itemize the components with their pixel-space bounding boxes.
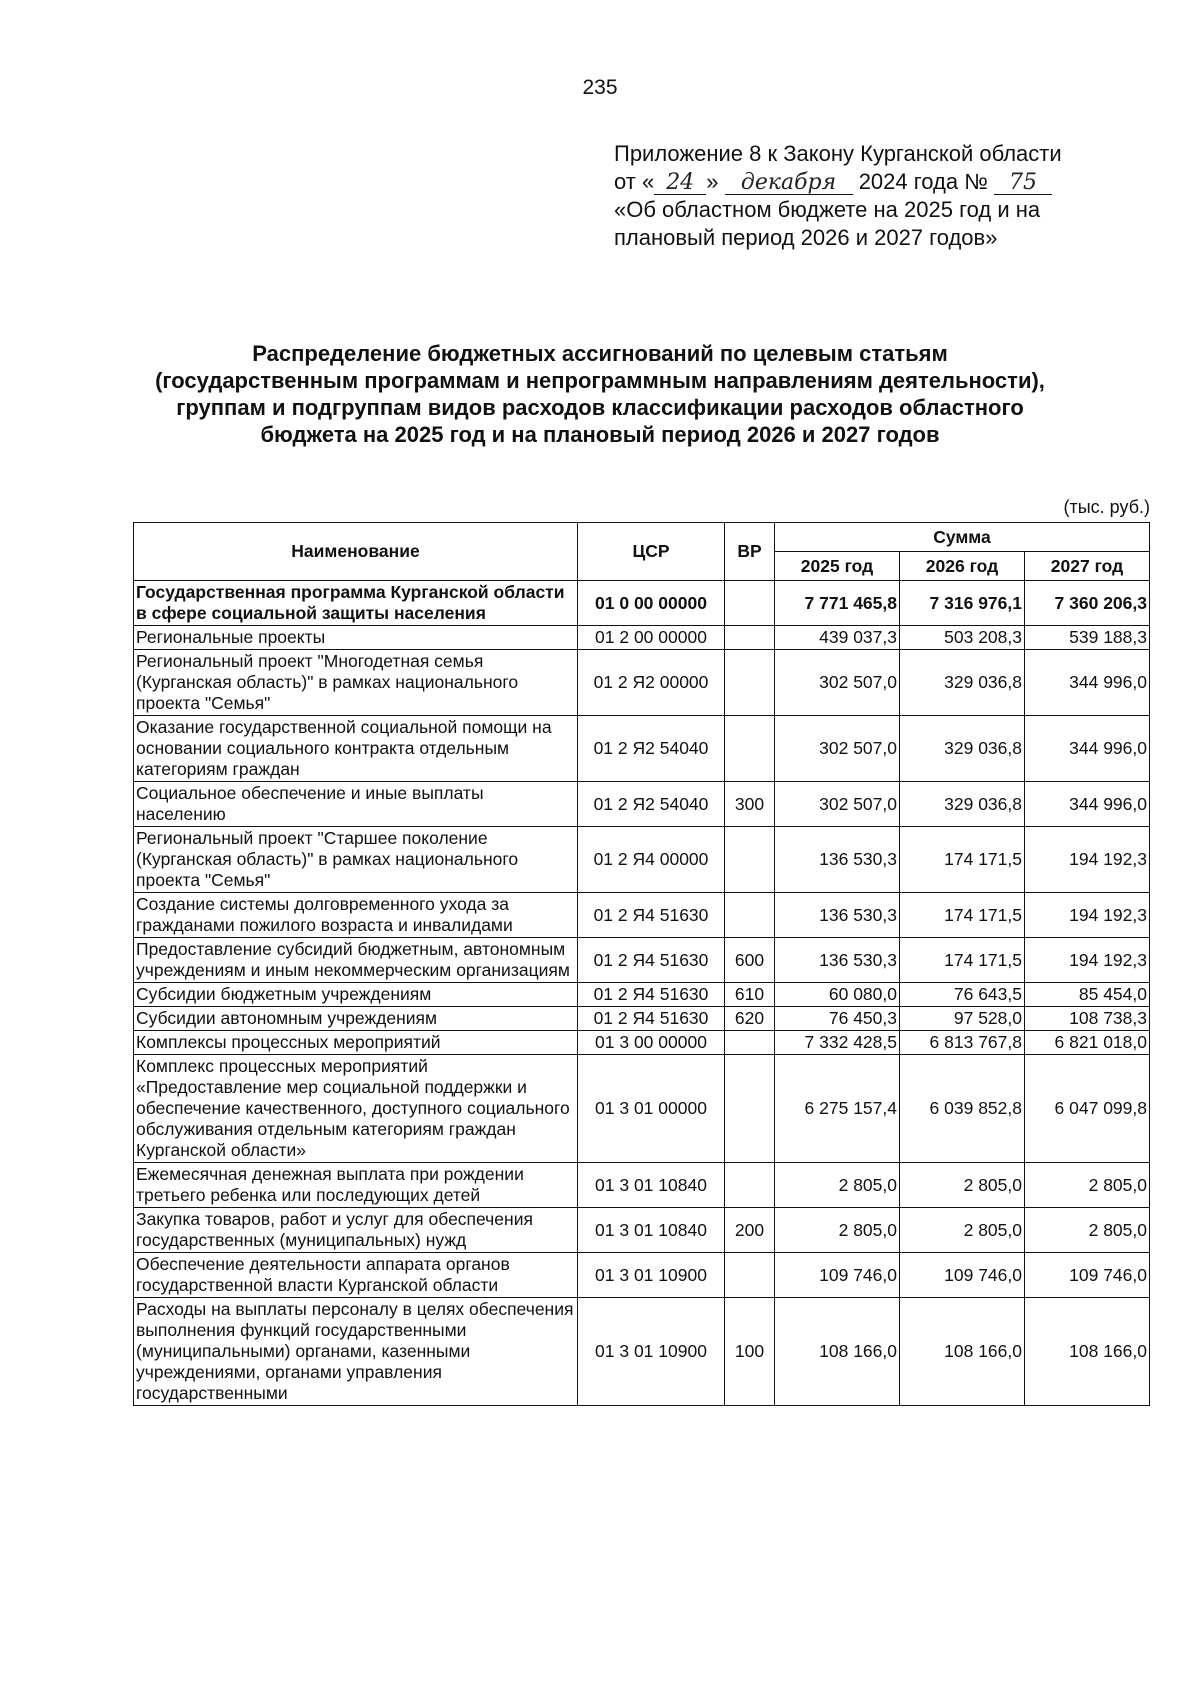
csr-cell: 01 2 Я4 51630 bbox=[578, 983, 725, 1007]
sum-2027-cell: 194 192,3 bbox=[1025, 938, 1150, 983]
sum-2027-cell: 344 996,0 bbox=[1025, 716, 1150, 782]
table-row bbox=[134, 716, 1150, 782]
appendix-line-3: «Об областном бюджете на 2025 год и на bbox=[614, 197, 1041, 222]
sum-2027-cell: 539 188,3 bbox=[1025, 626, 1150, 650]
appendix-quote-close: » bbox=[706, 169, 719, 194]
table-row bbox=[134, 983, 1150, 1007]
sum-2026-cell: 174 171,5 bbox=[900, 827, 1025, 893]
table-row bbox=[134, 1298, 1150, 1406]
units-label: (тыс. руб.) bbox=[1063, 497, 1150, 517]
name-cell: Региональные проекты bbox=[134, 626, 578, 650]
sum-2026-cell: 329 036,8 bbox=[900, 716, 1025, 782]
header-year-2025: 2025 год bbox=[775, 552, 900, 581]
table-row bbox=[134, 1007, 1150, 1031]
appendix-date-line bbox=[614, 168, 1134, 196]
sum-2025-cell: 60 080,0 bbox=[775, 983, 900, 1007]
table-row bbox=[134, 893, 1150, 938]
sum-2025-cell: 439 037,3 bbox=[775, 626, 900, 650]
sum-2026-cell: 108 166,0 bbox=[900, 1298, 1025, 1406]
table-row bbox=[134, 1163, 1150, 1208]
appendix-header bbox=[614, 140, 1134, 252]
title-line-2: (государственным программам и непрограммным направлениям деятельности), bbox=[155, 368, 1045, 393]
document-title bbox=[100, 340, 1100, 448]
sum-2027-cell: 7 360 206,3 bbox=[1025, 581, 1150, 626]
csr-cell: 01 2 Я4 00000 bbox=[578, 827, 725, 893]
sum-2027-cell: 2 805,0 bbox=[1025, 1163, 1150, 1208]
sum-2025-cell: 136 530,3 bbox=[775, 938, 900, 983]
sum-2025-cell: 2 805,0 bbox=[775, 1163, 900, 1208]
vr-cell bbox=[725, 581, 775, 626]
name-cell: Закупка товаров, работ и услуг для обеспечения государственных (муниципальных) нужд bbox=[134, 1208, 578, 1253]
name-cell: Комплекс процессных мероприятий «Предоставление мер социальной поддержки и обеспечение качественного, доступного социального обслуживания отдельным категориям граждан Курганской области» bbox=[134, 1055, 578, 1163]
sum-2027-cell: 344 996,0 bbox=[1025, 650, 1150, 716]
table-row bbox=[134, 650, 1150, 716]
name-cell: Создание системы долговременного ухода за гражданами пожилого возраста и инвалидами bbox=[134, 893, 578, 938]
table-body bbox=[134, 581, 1150, 1406]
header-csr: ЦСР bbox=[578, 523, 725, 581]
vr-cell: 600 bbox=[725, 938, 775, 983]
sum-2025-cell: 109 746,0 bbox=[775, 1253, 900, 1298]
csr-cell: 01 3 01 10900 bbox=[578, 1298, 725, 1406]
sum-2027-cell: 344 996,0 bbox=[1025, 782, 1150, 827]
csr-cell: 01 2 Я2 54040 bbox=[578, 716, 725, 782]
sum-2026-cell: 2 805,0 bbox=[900, 1163, 1025, 1208]
sum-2025-cell: 76 450,3 bbox=[775, 1007, 900, 1031]
header-name: Наименование bbox=[134, 523, 578, 581]
title-line-1: Распределение бюджетных ассигнований по целевым статьям bbox=[252, 341, 948, 366]
vr-cell: 200 bbox=[725, 1208, 775, 1253]
name-cell: Оказание государственной социальной помощи на основании социального контракта отдельным категориям граждан bbox=[134, 716, 578, 782]
sum-2026-cell: 109 746,0 bbox=[900, 1253, 1025, 1298]
vr-cell bbox=[725, 626, 775, 650]
title-line-3: группам и подгруппам видов расходов классификации расходов областного bbox=[176, 395, 1024, 420]
appendix-number-sign: № bbox=[964, 169, 988, 194]
sum-2025-cell: 302 507,0 bbox=[775, 650, 900, 716]
table-row bbox=[134, 1031, 1150, 1055]
name-cell: Субсидии бюджетным учреждениям bbox=[134, 983, 578, 1007]
name-cell: Обеспечение деятельности аппарата органов государственной власти Курганской области bbox=[134, 1253, 578, 1298]
table-row bbox=[134, 1208, 1150, 1253]
header-vr: ВР bbox=[725, 523, 775, 581]
sum-2025-cell: 7 332 428,5 bbox=[775, 1031, 900, 1055]
vr-cell bbox=[725, 1163, 775, 1208]
sum-2025-cell: 7 771 465,8 bbox=[775, 581, 900, 626]
csr-cell: 01 2 Я4 51630 bbox=[578, 938, 725, 983]
sum-2026-cell: 2 805,0 bbox=[900, 1208, 1025, 1253]
csr-cell: 01 2 Я4 51630 bbox=[578, 893, 725, 938]
name-cell: Социальное обеспечение и иные выплаты населению bbox=[134, 782, 578, 827]
sum-2026-cell: 174 171,5 bbox=[900, 893, 1025, 938]
page-number: 235 bbox=[582, 76, 618, 99]
sum-2027-cell: 194 192,3 bbox=[1025, 827, 1150, 893]
csr-cell: 01 3 01 10840 bbox=[578, 1163, 725, 1208]
header-sum: Сумма bbox=[775, 523, 1150, 552]
name-cell: Предоставление субсидий бюджетным, автономным учреждениям и иным некоммерческим организациям bbox=[134, 938, 578, 983]
appendix-month: декабря bbox=[725, 172, 853, 195]
name-cell: Ежемесячная денежная выплата при рождении третьего ребенка или последующих детей bbox=[134, 1163, 578, 1208]
table-row bbox=[134, 581, 1150, 626]
table-row bbox=[134, 1055, 1150, 1163]
csr-cell: 01 3 01 00000 bbox=[578, 1055, 725, 1163]
budget-table bbox=[133, 522, 1150, 1406]
sum-2026-cell: 76 643,5 bbox=[900, 983, 1025, 1007]
vr-cell bbox=[725, 650, 775, 716]
sum-2026-cell: 503 208,3 bbox=[900, 626, 1025, 650]
vr-cell: 100 bbox=[725, 1298, 775, 1406]
sum-2027-cell: 6 047 099,8 bbox=[1025, 1055, 1150, 1163]
sum-2027-cell: 108 738,3 bbox=[1025, 1007, 1150, 1031]
sum-2027-cell: 108 166,0 bbox=[1025, 1298, 1150, 1406]
appendix-line-4: плановый период 2026 и 2027 годов» bbox=[614, 225, 998, 250]
sum-2026-cell: 329 036,8 bbox=[900, 650, 1025, 716]
table-row bbox=[134, 938, 1150, 983]
sum-2025-cell: 108 166,0 bbox=[775, 1298, 900, 1406]
sum-2027-cell: 85 454,0 bbox=[1025, 983, 1150, 1007]
table-row bbox=[134, 626, 1150, 650]
sum-2025-cell: 136 530,3 bbox=[775, 893, 900, 938]
sum-2026-cell: 329 036,8 bbox=[900, 782, 1025, 827]
sum-2025-cell: 302 507,0 bbox=[775, 716, 900, 782]
sum-2026-cell: 6 813 767,8 bbox=[900, 1031, 1025, 1055]
name-cell: Комплексы процессных мероприятий bbox=[134, 1031, 578, 1055]
header-year-2027: 2027 год bbox=[1025, 552, 1150, 581]
name-cell: Региональный проект "Старшее поколение (Курганская область)" в рамках национального проекта "Семья" bbox=[134, 827, 578, 893]
vr-cell bbox=[725, 893, 775, 938]
sum-2027-cell: 194 192,3 bbox=[1025, 893, 1150, 938]
vr-cell bbox=[725, 716, 775, 782]
csr-cell: 01 0 00 00000 bbox=[578, 581, 725, 626]
sum-2026-cell: 7 316 976,1 bbox=[900, 581, 1025, 626]
vr-cell bbox=[725, 1055, 775, 1163]
sum-2026-cell: 97 528,0 bbox=[900, 1007, 1025, 1031]
vr-cell: 620 bbox=[725, 1007, 775, 1031]
sum-2027-cell: 109 746,0 bbox=[1025, 1253, 1150, 1298]
csr-cell: 01 2 00 00000 bbox=[578, 626, 725, 650]
csr-cell: 01 3 01 10840 bbox=[578, 1208, 725, 1253]
name-cell: Государственная программа Курганской области в сфере социальной защиты населения bbox=[134, 581, 578, 626]
table-row bbox=[134, 827, 1150, 893]
sum-2025-cell: 136 530,3 bbox=[775, 827, 900, 893]
appendix-line-1: Приложение 8 к Закону Курганской области bbox=[614, 141, 1062, 166]
sum-2025-cell: 302 507,0 bbox=[775, 782, 900, 827]
header-year-2026: 2026 год bbox=[900, 552, 1025, 581]
sum-2026-cell: 174 171,5 bbox=[900, 938, 1025, 983]
csr-cell: 01 2 Я2 00000 bbox=[578, 650, 725, 716]
csr-cell: 01 3 00 00000 bbox=[578, 1031, 725, 1055]
csr-cell: 01 2 Я4 51630 bbox=[578, 1007, 725, 1031]
name-cell: Расходы на выплаты персоналу в целях обеспечения выполнения функций государственными (муниципальными) органами, казенными учреждениями, органами управления государственными bbox=[134, 1298, 578, 1406]
vr-cell: 610 bbox=[725, 983, 775, 1007]
vr-cell: 300 bbox=[725, 782, 775, 827]
csr-cell: 01 3 01 10900 bbox=[578, 1253, 725, 1298]
appendix-day: 24 bbox=[654, 172, 706, 195]
sum-2027-cell: 2 805,0 bbox=[1025, 1208, 1150, 1253]
name-cell: Субсидии автономным учреждениям bbox=[134, 1007, 578, 1031]
table-row bbox=[134, 1253, 1150, 1298]
appendix-law-number: 75 bbox=[994, 172, 1052, 195]
sum-2026-cell: 6 039 852,8 bbox=[900, 1055, 1025, 1163]
appendix-from-prefix: от « bbox=[614, 169, 655, 194]
sum-2025-cell: 6 275 157,4 bbox=[775, 1055, 900, 1163]
vr-cell bbox=[725, 1031, 775, 1055]
sum-2025-cell: 2 805,0 bbox=[775, 1208, 900, 1253]
csr-cell: 01 2 Я2 54040 bbox=[578, 782, 725, 827]
vr-cell bbox=[725, 827, 775, 893]
vr-cell bbox=[725, 1253, 775, 1298]
name-cell: Региональный проект "Многодетная семья (Курганская область)" в рамках национального проекта "Семья" bbox=[134, 650, 578, 716]
title-line-4: бюджета на 2025 год и на плановый период 2026 и 2027 годов bbox=[260, 422, 940, 447]
appendix-year: 2024 года bbox=[858, 169, 959, 194]
sum-2027-cell: 6 821 018,0 bbox=[1025, 1031, 1150, 1055]
table-row bbox=[134, 782, 1150, 827]
